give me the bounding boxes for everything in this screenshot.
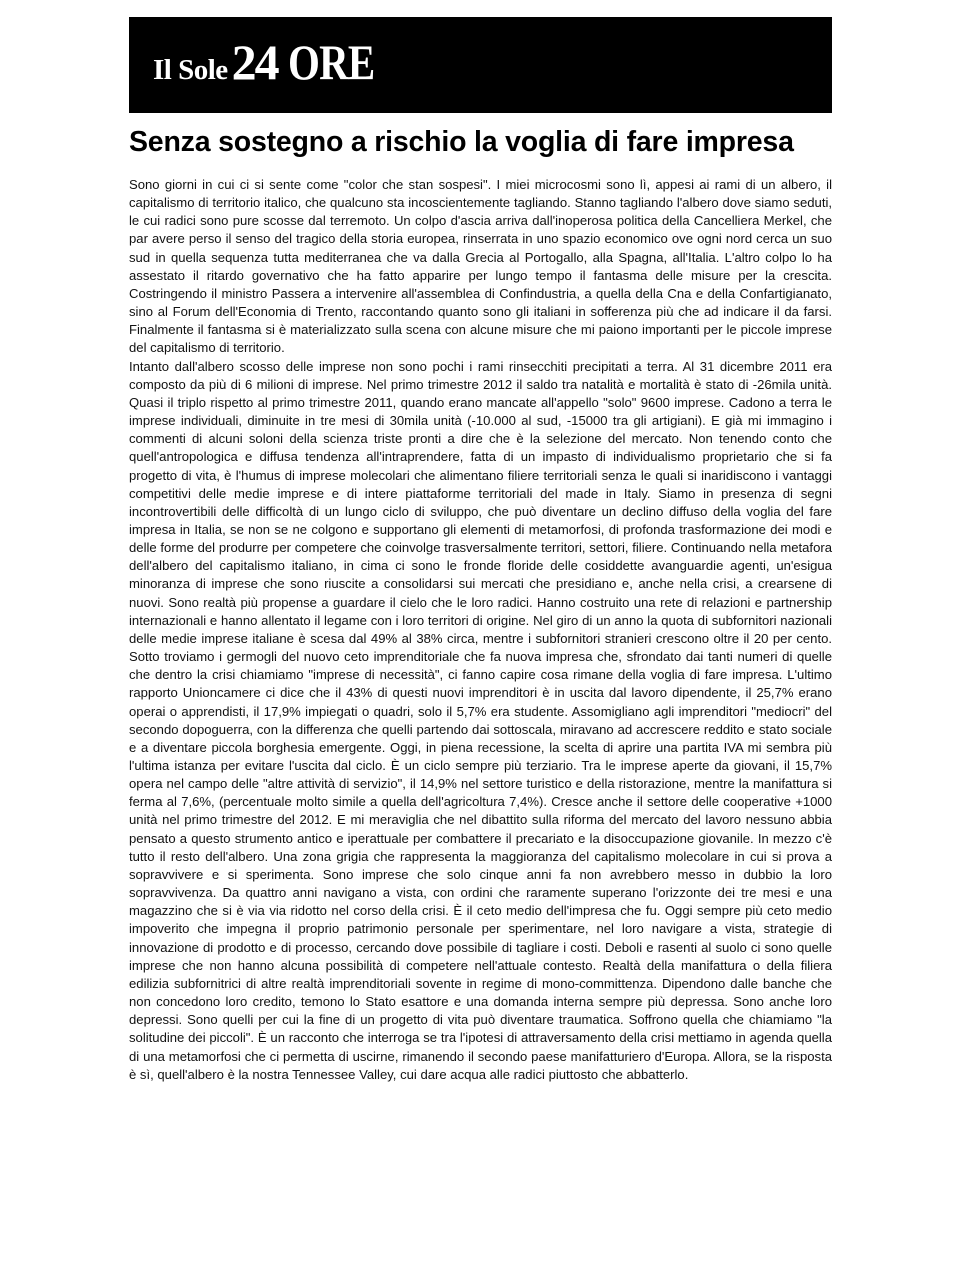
masthead-banner — [129, 17, 832, 113]
article-headline: Senza sostegno a rischio la voglia di fare impresa — [129, 126, 794, 158]
article-paragraph-2: Intanto dall'albero scosso delle imprese non sono pochi i rami rinsecchiti precipitati a terra. Al 31 dicembre 2011 era composto da più di 6 milioni di imprese. Nel primo trimestre 2012 il saldo tra natalità e mortalità è stato di -26mila unità. Quasi il triplo rispetto al primo trimestre 2011, quando erano mancate all'appello "solo" 9600 imprese. Cadono a terra le imprese individuali, diminuite in tre mesi di 30mila unità (-10.000 al sud, -15000 tra gli artigiani). E già mi immagino i commenti di alcuni soloni della scienza triste pronti a dire che è la selezione del mercato. Non tenendo conto che quell'antropologica e diffusa tendenza all'intraprendere, fatta di un impasto di individualismo proprietario che si fa progetto di vita, è l'humus di imprese molecolari che alimentano filiere territoriali senza le quali si inaridiscono i vantaggi competitivi delle medie imprese e di intere piattaforme territoriali del made in Italy. Siamo in presenza di segni incontrovertibili delle difficoltà di un lungo ciclo di sviluppo, che può diventare un declino diffuso della voglia del fare impresa in Italia, se non se ne colgono e supportano gli elementi di metamorfosi, di profonda trasformazione dei modi e delle forme del produrre per competere che coinvolge trasversalmente territori, settori, filiere. Continuando nella metafora dell'albero del capitalismo italiano, in cima ci sono le fronde floride delle cosiddette avanguardie agenti, un'esigua minoranza di imprese che sono riuscite a consolidarsi sui mercati che presidiano e, anche nella crisi, a crearsene di nuovi. Sono realtà più propense a guardare il cielo che le loro radici. Hanno costruito una rete di relazioni e partnership internazionali e hanno allentato il legame con i loro territori di origine. Nel giro di un anno la quota di subfornitori nazionali delle medie imprese italiane è scesa dal 49% al 38% circa, mentre i subfornitori stranieri crescono oltre il 20 per cento. Sotto troviamo i germogli del nuovo ceto imprenditoriale che fa nuova impresa che, sfrondato dai tanti numeri di quelle che dentro la crisi chiamiamo "imprese di necessità", ci fanno capire cosa rimane della voglia di fare impresa. L'ultimo rapporto Unioncamere ci dice che il 43% di questi nuovi imprenditori è in uscita dal lavoro dipendente, il 25,7% erano operai o apprendisti, il 17,9% impiegati o quadri, solo il 5,7% era studente. Assomigliano agli imprenditori "mediocri" del secondo dopoguerra, con la differenza che quelli partendo dai sottoscala, miravano ad accrescere reddito e stato sociale e a diventare piccola borghesia emergente. Oggi, in piena recessione, la scelta di aprire una partita IVA mi sembra più l'ultima istanza per evitare l'uscita dal ciclo. È un ciclo sempre più terziario. Tra le imprese aperte da giovani, il 15,7% opera nel campo delle "altre attività di servizio", il 14,9% nel settore turistico e della ristorazione, mentre la manifattura si ferma al 7,6%, (percentuale molto simile a quella dell'agricoltura 7,4%). Cresce anche il settore delle cooperative +1000 unità nel primo trimestre del 2012. E mi meraviglia che nel dibattito sulla riforma del mercato del lavoro nessuno abbia pensato a questo strumento antico e iperattuale per combattere il precariato e la disoccupazione giovanile. In mezzo c'è tutto il resto dell'albero. Una zona grigia che rappresenta la maggioranza del capitalismo molecolare in cui si prova a sopravvivere e si sperimenta. Sono imprese che solo cinque anni fa non avrebbero messo in dubbio la loro sopravvivenza. Da quattro anni navigano a vista, con ordini che raramente superano l'orizzonte dei tre mesi e una magazzino che si è via via ridotto nel corso della crisi. È il ceto medio dell'impresa che fu. Oggi sempre più ceto medio impoverito che impegna il proprio patrimonio personale per sperimentare, nel loro navigare a vista, strategie di innovazione di prodotto e di processo, cercando dove possibile di tagliare i costi. Deboli e rasenti al suolo ci sono quelle imprese che non hanno alcuna possibilità di competere nell'attuale contesto. Realtà della manifattura o della filiera edilizia subfornitrici di altre realtà imprenditoriali sovente in regime di mono-committenza. Dipendono dalle banche che non concedono loro credito, temono lo Stato esattore e una domanda interna sempre più depressa. Sono anche loro depressi. Sono quelli per cui la fine di un progetto di vita può diventare traumatica. Soffrono quella che chiamiamo "la solitudine dei piccoli". È un racconto che interroga se tra l'ipotesi di attraversamento della crisi mettiamo in agenda quella di una metamorfosi che ci permetta di uscirne, rimanendo il secondo paese manifatturiero d'Europa. Allora, se la risposta è sì, quell'albero è la nostra Tennessee Valley, cui dare acqua alle radici piuttosto che abbatterlo. — [129, 358, 832, 1082]
article-paragraph-1: Sono giorni in cui ci si sente come "color che stan sospesi". I miei microcosmi sono lì, appesi ai rami di un albero, il capitalismo di territorio italico, che qualcuno sta incoscientemente tagliando. Stanno tagliando l'albero dove siamo seduti, le cui radici sono pure scosse dal terremoto. Un colpo d'ascia arriva dall'inoperosa politica della Cancelliera Merkel, che par avere perso il senso del tragico della storia europea, rinserrata in uno spazio economico ove ogni nord cerca un suo sud in quella sequenza tutta mediterranea che va dalla Grecia al Portogallo, alla Spagna, all'Italia. L'altro colpo lo ha assestato il ritardo governativo che ha fatto apparire per lungo tempo il fantasma delle misure per la crescita. Costringendo il ministro Passera a intervenire all'assemblea di Confindustria, a quella della Cna e della Confartigianato, sino al Forum dell'Economia di Trento, raccontando quanto sono gli italiani in sofferenza più che ad indicare il da farsi. Finalmente il fantasma si è materializzato sulla scena con alcune misure che mi paiono importanti per le piccole imprese del capitalismo di territorio. — [129, 177, 832, 356]
logo-text-24: 24 — [231, 34, 278, 90]
logo-text-ore: ORE — [287, 34, 375, 90]
article-body — [129, 176, 832, 1084]
logo-text-il-sole: Il Sole — [153, 54, 228, 86]
newspaper-logo — [153, 33, 393, 91]
